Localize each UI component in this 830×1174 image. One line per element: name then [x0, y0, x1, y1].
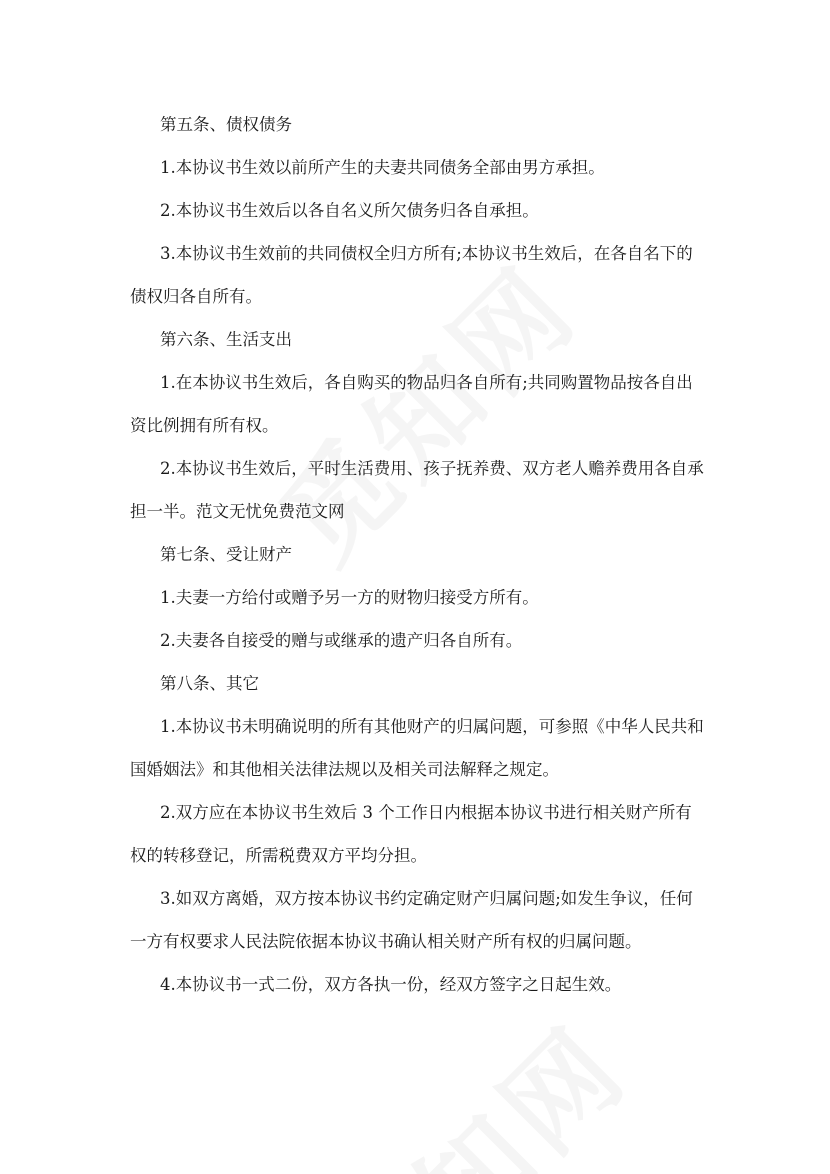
line: 债权归各自所有。	[130, 287, 262, 306]
paragraph	[130, 705, 710, 791]
line: 资比例拥有所有权。	[130, 416, 279, 435]
line: 第七条、受让财产	[160, 545, 292, 564]
line: 1.本协议书生效以前所产生的夫妻共同债务全部由男方承担。	[160, 158, 605, 177]
paragraph	[130, 877, 710, 963]
line: 3.本协议书生效前的共同债权全归方所有;本协议书生效后，在各自名下的	[160, 244, 693, 263]
document-body	[130, 103, 710, 1006]
line: 2.双方应在本协议书生效后 3 个工作日内根据本协议书进行相关财产所有	[160, 803, 692, 822]
paragraph	[130, 447, 710, 533]
heading-article-6	[130, 318, 710, 361]
heading-article-7	[130, 533, 710, 576]
line: 权的转移登记，所需税费双方平均分担。	[130, 846, 427, 865]
line: 第八条、其它	[160, 674, 259, 693]
heading-article-5	[130, 103, 710, 146]
line: 2.本协议书生效后以各自名义所欠债务归各自承担。	[160, 201, 539, 220]
watermark-bottom	[291, 1006, 680, 1174]
line: 3.如双方离婚，双方按本协议书约定确定财产归属问题;如发生争议，任何	[160, 889, 693, 908]
line: 1.本协议书未明确说明的所有其他财产的归属问题，可参照《中华人民共和	[160, 717, 704, 736]
line: 2.本协议书生效后，平时生活费用、孩子抚养费、双方老人赡养费用各自承	[160, 459, 704, 478]
line: 一方有权要求人民法院依据本协议书确认相关财产所有权的归属问题。	[130, 932, 642, 951]
paragraph	[130, 361, 710, 447]
line: 国婚姻法》和其他相关法律法规以及相关司法解释之规定。	[130, 760, 559, 779]
line: 2.夫妻各自接受的赠与或继承的遗产归各自所有。	[160, 631, 523, 650]
line: 第五条、债权债务	[160, 115, 292, 134]
line: 1.夫妻一方给付或赠予另一方的财物归接受方所有。	[160, 588, 539, 607]
line: 4.本协议书一式二份，双方各执一份，经双方签字之日起生效。	[160, 975, 622, 994]
paragraph	[130, 189, 710, 232]
line: 第六条、生活支出	[160, 330, 292, 349]
paragraph	[130, 619, 710, 662]
line: 担一半。范文无忧免费范文网	[130, 502, 345, 521]
paragraph	[130, 963, 710, 1006]
line: 1.在本协议书生效后，各自购买的物品归各自所有;共同购置物品按各自出	[160, 373, 693, 392]
paragraph	[130, 576, 710, 619]
paragraph	[130, 791, 710, 877]
paragraph	[130, 146, 710, 189]
paragraph	[130, 232, 710, 318]
heading-article-8	[130, 662, 710, 705]
